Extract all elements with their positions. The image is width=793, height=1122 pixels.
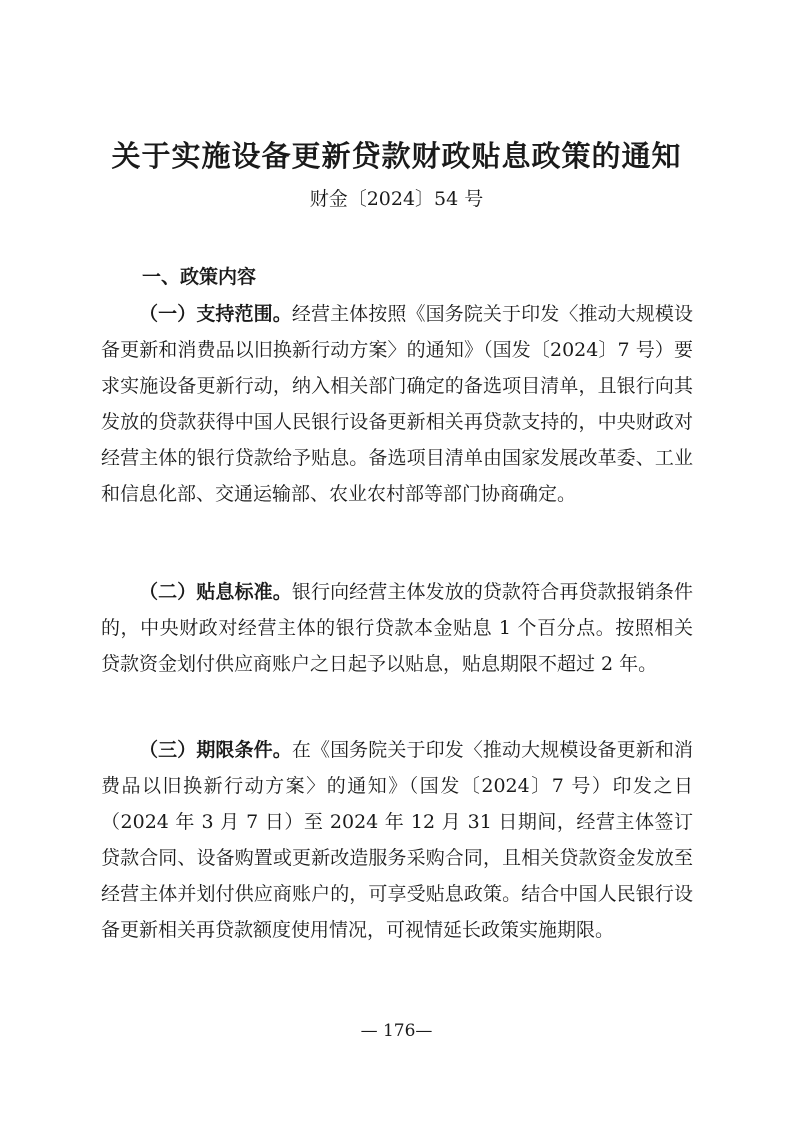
- paragraph-body: 在《国务院关于印发〈推动大规模设备更新和消费品以旧换新行动方案〉的通知》（国发〔2024〕7 号）印发之日（2024 年 3 月 7 日）至 2024 年 12 月 31 日期间，经营主体签订贷款合同、设备购置或更新改造服务采购合同，且相关贷款资金发放至经营主体并划付供应商账户的，可享受贴息政策。结合中国人民银行设备更新相关再贷款额度使用情况，可视情延长政策实施期限。: [101, 739, 693, 941]
- document-number: 财金〔2024〕54 号: [309, 188, 484, 210]
- paragraph-body: 经营主体按照《国务院关于印发〈推动大规模设备更新和消费品以旧换新行动方案〉的通知》（国发〔2024〕7 号）要求实施设备更新行动，纳入相关部门确定的备选项目清单，且银行向其发放的贷款获得中国人民银行设备更新相关再贷款支持的，中央财政对经营主体的银行贷款给予贴息。备选项目清单由国家发展改革委、工业和信息化部、交通运输部、农业农村部等部门协商确定。: [101, 303, 693, 505]
- paragraph-lead: （三）期限条件。: [139, 739, 292, 761]
- paragraph-support-scope: [101, 296, 693, 512]
- section-heading: 一、政策内容: [142, 266, 257, 288]
- paragraph-lead: （一）支持范围。: [139, 303, 292, 325]
- page-number: — 176—: [360, 1021, 433, 1041]
- paragraph-subsidy-standard: [101, 574, 693, 682]
- paragraph-time-conditions: [101, 732, 693, 948]
- paragraph-lead: （二）贴息标准。: [139, 581, 292, 603]
- document-title: 关于实施设备更新贷款财政贴息政策的通知: [111, 139, 682, 173]
- paragraph-body: 银行向经营主体发放的贷款符合再贷款报销条件的，中央财政对经营主体的银行贷款本金贴息 1 个百分点。按照相关贷款资金划付供应商账户之日起予以贴息，贴息期限不超过 2 年。: [101, 581, 693, 675]
